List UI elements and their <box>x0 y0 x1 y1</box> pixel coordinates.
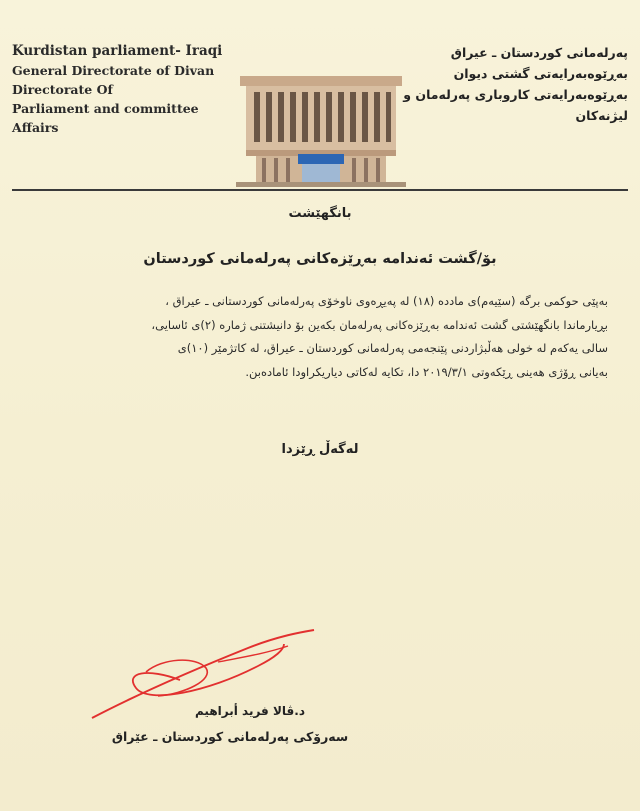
header-kurdish <box>403 42 628 126</box>
parliament-building-logo <box>236 74 406 188</box>
letter-body-line-1: بەپێی حوکمی برگە (سێیەم)ی مادده (١٨) لە پەیڕەوی ناوخۆی پەرلەمانی کوردستانی ـ عیراق ، <box>165 294 608 308</box>
header-english-line-5: Affairs <box>12 120 59 135</box>
letter-body <box>30 290 608 384</box>
header-english-line-2: General Directorate of Divan <box>12 63 215 78</box>
letter-title: بانگهێشت <box>288 206 352 221</box>
header-kurdish-line-3: بەڕێوەبەرایەتی کاروباری پەرلەمان و <box>403 87 628 102</box>
letter-body-line-3: سالی یەکەم لە خولی هەڵبژاردنی پێنجەمی پەرلەمانی کوردستان ـ عیراق، لە کاتژمێر (١٠)ی <box>177 341 608 355</box>
header-kurdish-line-1: پەرلەمانی کوردستان ـ عیراق <box>450 45 628 60</box>
signatory-name: د.ڤالا فرید أبراهیم <box>195 704 305 718</box>
header-english <box>12 42 242 137</box>
letter-closing: لەگەڵ ڕێزدا <box>281 442 359 457</box>
header-english-line-1: Kurdistan parliament- Iraqi <box>12 43 223 59</box>
header-divider <box>12 189 628 191</box>
letter-recipient: بۆ/گشت ئەندامە بەڕێزەکانی پەرلەمانی کوردستان <box>143 251 497 267</box>
header-kurdish-line-2: بەڕێوەبەرایەتی گشتی دیوان <box>453 66 628 81</box>
letter-body-line-2: بڕیارماندا بانگهێشتی گشت ئەندامە بەڕێزەکانی پەرلەمان بکەین بۆ دانیشتنی ژمارە (٢)ی ئاسایی، <box>151 317 608 332</box>
header-kurdish-line-4: لیژنەکان <box>575 108 628 123</box>
letter-body-line-4: بەیانی ڕۆژی هەینی ڕێکەوتی ٢٠١٩/٣/١ دا، تکایە لەکاتی دیاریکراودا ئامادەبن. <box>245 364 608 379</box>
signatory-title: سەرۆکی پەرلەمانی کوردستان ـ عێراق <box>111 729 349 744</box>
header-english-line-3: Directorate Of <box>12 82 113 97</box>
header-english-line-4: Parliament and committee <box>12 101 199 116</box>
